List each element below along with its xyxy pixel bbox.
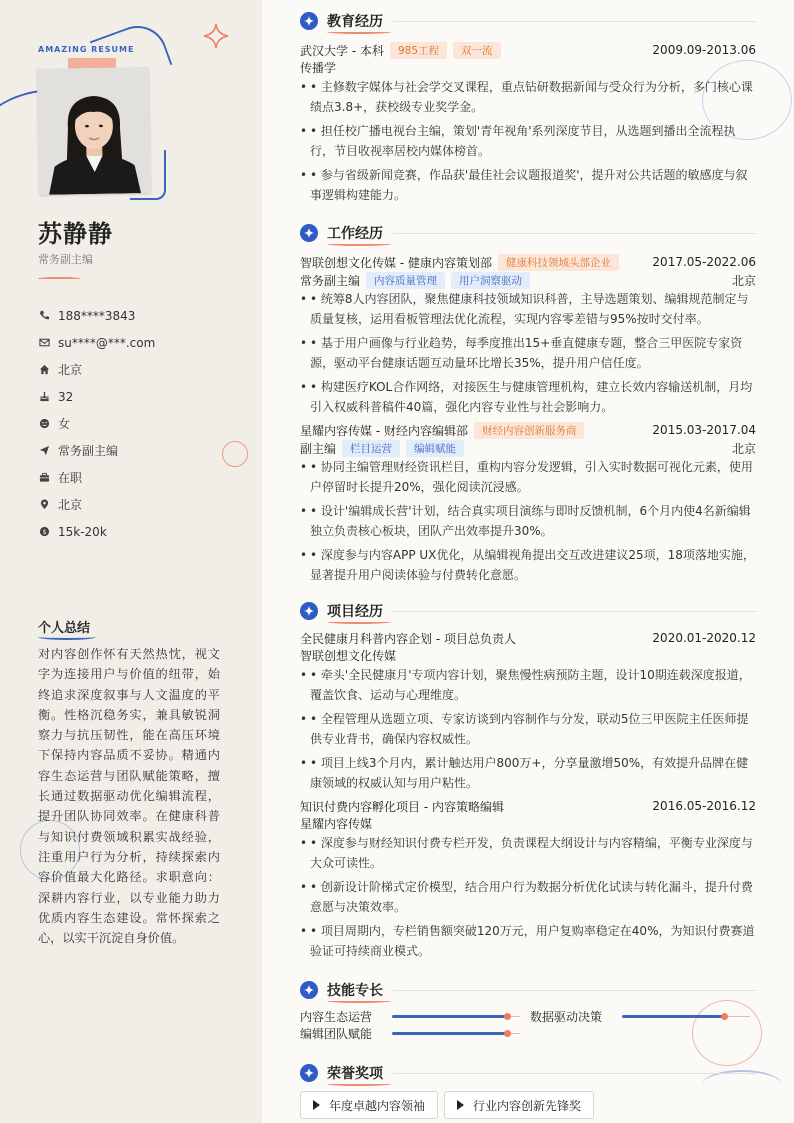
list-item: • • 牵头'全民健康月'专项内容计划，聚焦慢性病预防主题，设计10期连载深度报道，覆盖饮食、运动与心理维度。 <box>300 665 756 705</box>
contact-info <box>38 302 248 545</box>
list-item: • • 项目上线3个月内，累计触达用户800万+，分享量激增50%，有效提升品牌在健康领域的权威认知与用户粘性。 <box>300 753 756 793</box>
project-entry <box>300 797 756 961</box>
skill-bar <box>392 1030 520 1038</box>
education-section <box>300 9 756 209</box>
decorative-underline <box>327 1082 391 1086</box>
section-title: 荣誉奖项 <box>327 1066 383 1082</box>
candidate-name: 苏静静 <box>38 220 113 248</box>
job-role-row <box>300 439 756 457</box>
list-item: • • 深度参与财经知识付费专栏开发，负责课程大纲设计与内容精编，平衡专业深度与大众可读性。 <box>300 833 756 873</box>
briefcase-icon <box>38 472 50 484</box>
sidebar <box>0 0 262 1123</box>
job-entry <box>300 421 756 585</box>
info-row-gender <box>38 410 248 437</box>
mail-icon <box>38 337 50 349</box>
company-name: 智联创想文化传媒 - 健康内容策划部 <box>300 255 492 270</box>
decorative-underline <box>38 634 96 640</box>
list-item: • • 构建医疗KOL合作网络，对接医生与健康管理机构，建立长效内容输送机制，月均引入权威科普稿件40篇，强化内容专业性与社会影响力。 <box>300 377 756 417</box>
info-text: 北京 <box>58 498 83 512</box>
role-tag: 编辑赋能 <box>406 440 464 457</box>
skill-label: 内容生态运营 <box>300 1010 373 1024</box>
school-name: 武汉大学 - 本科 <box>300 43 384 58</box>
company-tag: 健康科技领域头部企业 <box>498 254 619 271</box>
divider <box>393 611 756 612</box>
avatar <box>37 67 151 195</box>
play-icon <box>457 1100 464 1110</box>
list-item: • • 创新设计阶梯式定价模型，结合用户行为数据分析优化试读与转化漏斗，提升付费意愿与决策效率。 <box>300 877 756 917</box>
role-tag: 内容质量管理 <box>366 272 445 289</box>
info-text: 常务副主编 <box>58 444 119 458</box>
job-role: 副主编 <box>300 441 337 456</box>
award-label: 年度卓越内容领袖 <box>329 1098 426 1113</box>
section-title: 工作经历 <box>327 226 383 242</box>
star-icon <box>202 22 230 50</box>
main-content <box>262 0 794 1123</box>
skill-bar <box>622 1013 750 1021</box>
list-item: • • 基于用户画像与行业趋势，每季度推出15+垂直健康专题，整合三甲医院专家资源，驱动平台健康话题互动量环比增长35%，提升用户信任度。 <box>300 333 756 373</box>
skill-item <box>300 1008 530 1025</box>
job-bullets <box>300 289 756 417</box>
cake-icon <box>38 391 50 403</box>
project-bullets <box>300 665 756 793</box>
section-header <box>300 1061 756 1085</box>
info-text: 北京 <box>58 363 83 377</box>
info-row-age <box>38 383 248 410</box>
section-header <box>300 9 756 33</box>
sparkle-icon <box>300 981 318 999</box>
role-tag: 用户洞察驱动 <box>451 272 530 289</box>
project-name: 全民健康月科普内容企划 - 项目总负责人 <box>300 631 516 646</box>
divider <box>393 1073 756 1074</box>
list-item: • • 参与省级新闻竞赛，作品获'最佳社会议题报道奖'，提升对公共话题的敏感度与叙事逻辑构建能力。 <box>300 165 756 205</box>
award-label: 行业内容创新先锋奖 <box>473 1098 582 1113</box>
info-row-phone <box>38 302 248 329</box>
project-org: 星耀内容传媒 <box>300 817 373 831</box>
project-org: 智联创想文化传媒 <box>300 649 397 663</box>
skill-label: 编辑团队赋能 <box>300 1027 373 1041</box>
school-tag: 双一流 <box>453 42 501 59</box>
info-row-city <box>38 356 248 383</box>
project-date: 2020.01-2020.12 <box>652 631 756 645</box>
job-header <box>300 421 756 439</box>
divider <box>393 21 756 22</box>
info-text: 在职 <box>58 471 83 485</box>
face-icon <box>38 418 50 430</box>
project-bullets <box>300 833 756 961</box>
section-header <box>300 599 756 623</box>
info-row-status <box>38 464 248 491</box>
job-role-row <box>300 271 756 289</box>
projects-section <box>300 599 756 965</box>
role-tag: 栏目运营 <box>342 440 400 457</box>
list-item: • • 主修数字媒体与社会学交叉课程，重点钻研数据新闻与受众行为分析，多门核心课绩点3.8+，获校级专业奖学金。 <box>300 77 756 117</box>
company-tag: 财经内容创新服务商 <box>474 422 585 439</box>
decorative-underline <box>38 277 80 280</box>
skills-section <box>300 978 756 1042</box>
award-badge <box>444 1091 594 1119</box>
skill-bar <box>392 1013 520 1021</box>
resume-banner: AMAZING RESUME <box>38 45 135 54</box>
sparkle-icon <box>300 602 318 620</box>
sparkle-icon <box>300 224 318 242</box>
info-row-email <box>38 329 248 356</box>
list-item: • • 全程管理从选题立项、专家访谈到内容制作与分发，联动5位三甲医院主任医师提供专业背书，确保内容权威性。 <box>300 709 756 749</box>
project-name: 知识付费内容孵化项目 - 内容策略编辑 <box>300 799 504 814</box>
awards-list <box>300 1091 756 1119</box>
project-header <box>300 629 756 647</box>
school-tag: 985工程 <box>390 42 447 59</box>
decorative-underline <box>327 242 391 246</box>
skills-grid <box>300 1008 756 1042</box>
honors-section <box>300 1061 756 1119</box>
work-section <box>300 221 756 589</box>
job-city: 北京 <box>731 273 756 288</box>
summary-text: 对内容创作怀有天然热忱，视文字为连接用户与价值的纽带，始终追求深度叙事与人文温度的平衡。性格沉稳务实，兼具敏锐洞察力与抗压韧性，能在高压环境下保持内容品质不妥协。精通内容生态运营与团队赋能策略，擅长通过数据驱动优化编辑流程，提升团队协同效率。在健康科普与知识付费领域积累实战经验，注重用户行为分析，持续探索内容价值最大化路径。求职意向：深耕内容行业，以专业能力助力优质内容生态建设。常怀探索之心，以实干沉淀自身价值。 <box>38 647 220 946</box>
job-city: 北京 <box>731 441 756 456</box>
job-bullets <box>300 457 756 585</box>
list-item: • • 深度参与内容APP UX优化，从编辑视角提出交互改进建议25项，18项落地实施，显著提升用户阅读体验与付费转化意愿。 <box>300 545 756 585</box>
list-item: • • 项目周期内，专栏销售额突破120万元，用户复购率稳定在40%，为知识付费赛道验证可持续商业模式。 <box>300 921 756 961</box>
education-row <box>300 41 756 59</box>
info-text: su****@***.com <box>58 335 156 350</box>
play-icon <box>313 1100 320 1110</box>
project-entry <box>300 629 756 793</box>
money-icon <box>38 526 50 538</box>
svg-text:$: $ <box>41 527 47 536</box>
job-header <box>300 253 756 271</box>
divider <box>393 233 756 234</box>
summary-title: 个人总结 <box>38 621 91 636</box>
major: 传播学 <box>300 61 337 75</box>
list-item: • • 协同主编管理财经资讯栏目，重构内容分发逻辑，引入实时数据可视化元素，使用户停留时长提升20%，强化阅读沉浸感。 <box>300 457 756 497</box>
job-date: 2017.05-2022.06 <box>652 255 756 269</box>
award-badge <box>300 1091 438 1119</box>
sparkle-icon <box>300 12 318 30</box>
info-row-location <box>38 491 248 518</box>
candidate-title: 常务副主编 <box>38 253 93 266</box>
project-date: 2016.05-2016.12 <box>652 799 756 813</box>
skill-item <box>300 1025 530 1042</box>
phone-icon <box>38 310 50 322</box>
divider <box>393 990 756 991</box>
info-text: 188****3843 <box>58 308 136 323</box>
education-bullets <box>300 77 756 205</box>
skill-item <box>530 1008 756 1025</box>
send-icon <box>38 445 50 457</box>
section-title: 项目经历 <box>327 604 383 620</box>
section-header <box>300 978 756 1002</box>
section-title: 技能专长 <box>327 983 383 999</box>
sparkle-icon <box>300 1064 318 1082</box>
decorative-underline <box>327 30 391 34</box>
list-item: • • 担任校广播电视台主编，策划'青年视角'系列深度节目，从选题到播出全流程执行，节目收视率居校内媒体榜首。 <box>300 121 756 161</box>
project-header <box>300 797 756 815</box>
decorative-underline <box>327 620 391 624</box>
decorative-underline <box>327 999 391 1003</box>
list-item: • • 设计'编辑成长营'计划，结合真实项目演练与即时反馈机制，6个月内使4名新编辑独立负责核心板块，团队产出效率提升30%。 <box>300 501 756 541</box>
company-name: 星耀内容传媒 - 财经内容编辑部 <box>300 423 468 438</box>
job-role: 常务副主编 <box>300 273 361 288</box>
info-row-position <box>38 437 248 464</box>
info-text: 女 <box>58 417 71 431</box>
info-row-salary <box>38 518 248 545</box>
section-title: 教育经历 <box>327 14 383 30</box>
job-date: 2015.03-2017.04 <box>652 423 756 437</box>
location-icon <box>38 499 50 511</box>
skill-label: 数据驱动决策 <box>530 1010 603 1024</box>
section-header <box>300 221 756 245</box>
list-item: • • 统筹8人内容团队，聚焦健康科技领域知识科普，主导选题策划、编辑规范制定与质量复核，运用看板管理法优化流程，实现内容零差错与95%按时交付率。 <box>300 289 756 329</box>
home-icon <box>38 364 50 376</box>
job-entry <box>300 253 756 417</box>
info-text: 15k-20k <box>58 524 107 539</box>
info-text: 32 <box>58 389 74 404</box>
education-date: 2009.09-2013.06 <box>652 43 756 57</box>
